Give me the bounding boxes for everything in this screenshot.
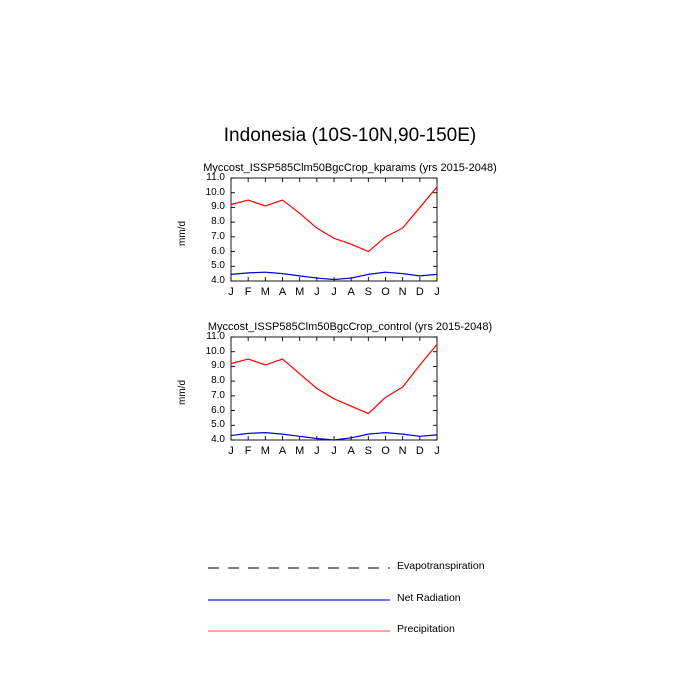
ytick-label-top-0: 4.0 [211,275,225,286]
xtick-label-bottom-3: A [278,445,287,457]
xtick-label-top-0: J [228,286,234,298]
xtick-label-top-12: J [434,286,440,298]
xtick-label-bottom-9: O [381,445,390,457]
xtick-label-top-9: O [381,286,390,298]
xtick-label-top-5: J [314,286,320,298]
xtick-label-top-1: F [244,286,252,298]
xtick-label-bottom-10: N [398,445,407,457]
ytick-label-top-7: 11.0 [206,172,225,183]
ytick-label-bottom-6: 10.0 [205,345,225,357]
xtick-label-bottom-11: D [415,445,424,457]
xtick-label-top-10: N [398,286,407,298]
xtick-label-top-6: J [331,286,337,298]
series-line-top-precipitation [231,187,437,252]
y-axis-label-top: mm/d [177,220,188,246]
chart-title-top: Myccost_ISSP585Clm50BgcCrop_kparams (yrs 2015-2048) [203,162,497,174]
ytick-label-bottom-0: 4.0 [211,434,225,445]
ytick-label-bottom-1: 5.0 [211,419,225,431]
chart-top [231,178,437,281]
series-line-bottom-precipitation [231,344,437,413]
xtick-label-bottom-1: F [244,445,252,457]
legend-label-net-radiation: Net Radiation [397,592,461,604]
legend-label-precipitation: Precipitation [397,623,455,635]
ytick-label-top-4: 8.0 [211,216,225,228]
ytick-label-top-2: 6.0 [211,245,225,257]
xtick-label-top-4: M [295,286,305,298]
xtick-label-top-7: A [347,286,355,298]
xtick-label-bottom-7: A [347,445,355,457]
chart-title-bottom: Myccost_ISSP585Clm50BgcCrop_control (yrs 2015-2048) [207,321,493,333]
ytick-label-top-3: 7.0 [211,230,225,242]
ytick-label-bottom-4: 8.0 [211,375,225,387]
xtick-label-top-11: D [415,286,424,298]
ytick-label-bottom-3: 7.0 [211,389,225,401]
legend-row-precipitation [0,621,700,641]
xtick-label-bottom-6: J [331,445,337,457]
plot-frame-top [231,178,437,281]
xtick-label-top-8: S [364,286,372,298]
xtick-label-bottom-0: J [228,445,234,457]
xtick-label-top-3: A [278,286,287,298]
xtick-label-bottom-2: M [260,445,270,457]
xtick-label-top-2: M [260,286,270,298]
ytick-label-top-5: 9.0 [211,201,225,213]
ytick-label-top-1: 5.0 [211,260,225,272]
page-title: Indonesia (10S-10N,90-150E) [223,125,477,146]
ytick-label-bottom-5: 9.0 [211,360,225,372]
xtick-label-bottom-5: J [314,445,320,457]
legend-label-evapotranspiration: Evapotranspiration [397,560,485,572]
xtick-label-bottom-4: M [295,445,305,457]
y-axis-label-bottom: mm/d [177,379,188,405]
legend-swatch-net-radiation [208,590,398,610]
ytick-label-bottom-2: 6.0 [211,404,225,416]
legend-row-evapotranspiration [0,558,700,578]
ytick-label-top-6: 10.0 [205,186,225,198]
legend-row-net-radiation [0,590,700,610]
chart-bottom [231,337,437,440]
plot-frame-bottom [231,337,437,440]
legend-swatch-precipitation [208,621,398,641]
legend-swatch-evapotranspiration [208,558,398,578]
xtick-label-bottom-8: S [364,445,372,457]
ytick-label-bottom-7: 11.0 [206,331,225,342]
xtick-label-bottom-12: J [434,445,440,457]
